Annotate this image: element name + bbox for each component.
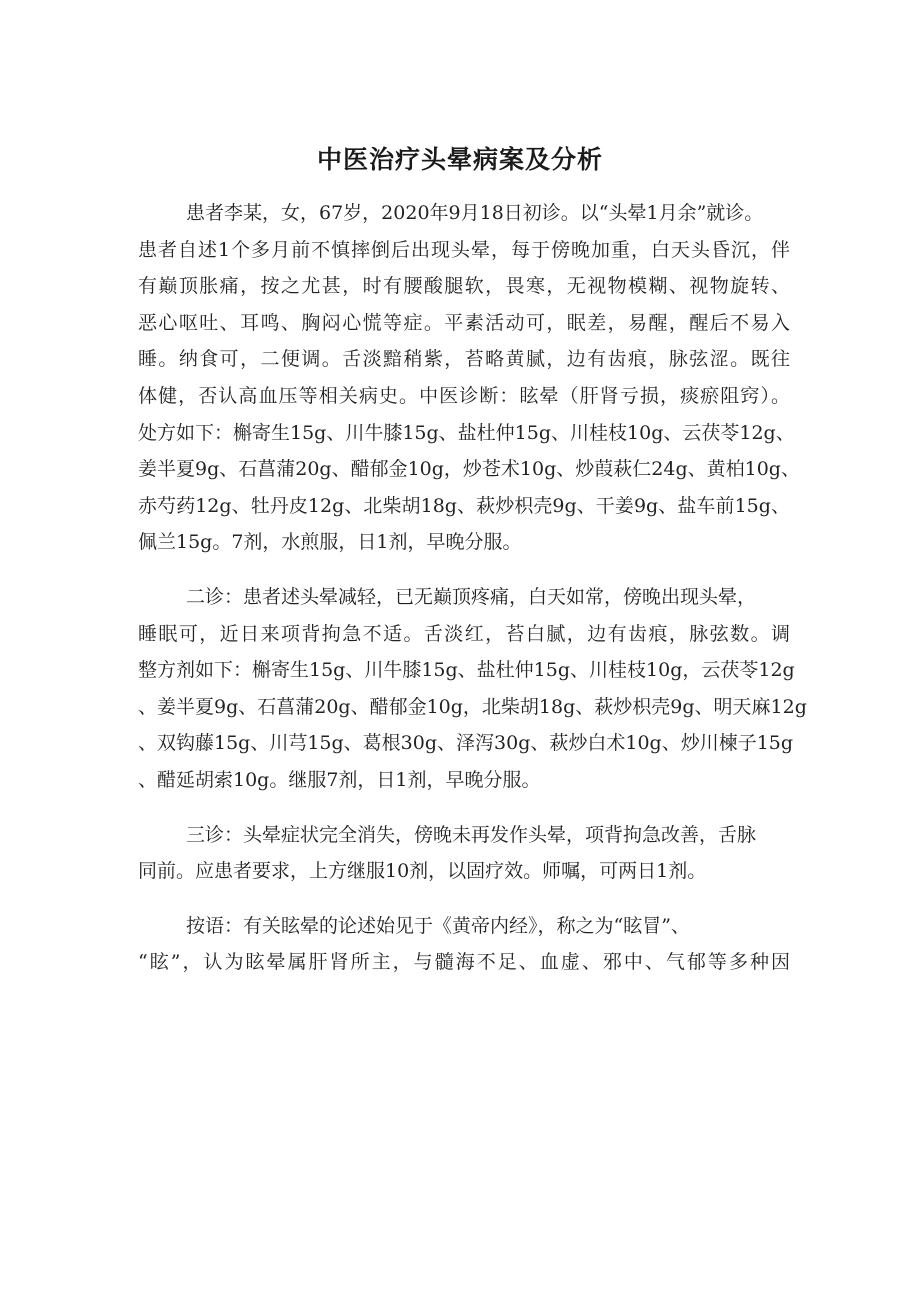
text-line: 有巅顶胀痛，按之尤甚，时有腰酸腿软，畏寒，无视物模糊、视物旋转、 bbox=[138, 275, 790, 298]
paragraph-third-visit bbox=[138, 817, 790, 890]
text-line: 处方如下：槲寄生15g、川牛膝15g、盐杜仲15g、川桂枝10g、云茯苓12g、 bbox=[138, 421, 795, 444]
paragraph-first-visit bbox=[138, 195, 800, 561]
paragraph-commentary bbox=[138, 908, 790, 981]
paragraph-second-visit bbox=[138, 579, 807, 799]
text-line: 睡。纳食可，二便调。舌淡黯稍紫，苔略黄腻，边有齿痕，脉弦涩。既往 bbox=[138, 348, 790, 371]
text-line: 同前。应患者要求，上方继服10剂，以固疗效。师嘱，可两日1剂。 bbox=[138, 860, 707, 883]
text-line: 按语：有关眩晕的论述始见于《黄帝内经》，称之为“眩冒”、 bbox=[186, 914, 690, 937]
text-line: “眩”，认为眩晕属肝肾所主，与髓海不足、血虚、邪中、气郁等多种因 bbox=[138, 951, 790, 974]
text-line: 三诊：头晕症状完全消失，傍晚未再发作头晕，项背拘急改善，舌脉 bbox=[186, 823, 757, 846]
text-line: 患者自述1个多月前不慎摔倒后出现头晕，每于傍晚加重，白天头昏沉，伴 bbox=[138, 238, 790, 261]
text-line: 二诊：患者述头晕减轻，已无巅顶疼痛，白天如常，傍晚出现头晕， bbox=[186, 585, 757, 608]
text-line: 、醋延胡索10g。继服7剂，日1剂，早晚分服。 bbox=[138, 768, 541, 791]
text-line: 睡眠可，近日来项背拘急不适。舌淡红，苔白腻，边有齿痕，脉弦数。调 bbox=[138, 622, 790, 645]
document-body bbox=[138, 195, 807, 999]
text-line: 患者李某，女，67岁，2020年9月18日初诊。以“头晕1月余”就诊。 bbox=[186, 202, 764, 224]
text-line: 、双钩藤15g、川芎15g、葛根30g、泽泻30g、萩炒白术10g、炒川楝子15g bbox=[138, 732, 794, 755]
document-title: 中医治疗头晕病案及分析 bbox=[316, 145, 603, 174]
text-line: 佩兰15g。7剂，水煎服，日1剂，早晚分服。 bbox=[138, 531, 522, 554]
text-line: 体健，否认高血压等相关病史。中医诊断：眩晕（肝肾亏损，痰瘀阻窍）。 bbox=[138, 384, 790, 407]
text-line: 、姜半夏9g、石菖蒲20g、醋郁金10g，北柴胡18g、萩炒枳壳9g、明天麻12g bbox=[138, 695, 807, 718]
text-line: 姜半夏9g、石菖蒲20g、醋郁金10g，炒苍术10g、炒葭萩仁24g、黄柏10g、 bbox=[138, 458, 800, 481]
text-line: 恶心呕吐、耳鸣、胸闷心慌等症。平素活动可，眠差，易醒，醒后不易入 bbox=[138, 311, 790, 334]
text-line: 整方剂如下：槲寄生15g、川牛膝15g、盐杜仲15g、川桂枝10g，云茯苓12g bbox=[138, 659, 795, 682]
text-line: 赤芍药12g、牡丹皮12g、北柴胡18g、萩炒枳壳9g、干姜9g、盐车前15g、 bbox=[138, 494, 790, 517]
